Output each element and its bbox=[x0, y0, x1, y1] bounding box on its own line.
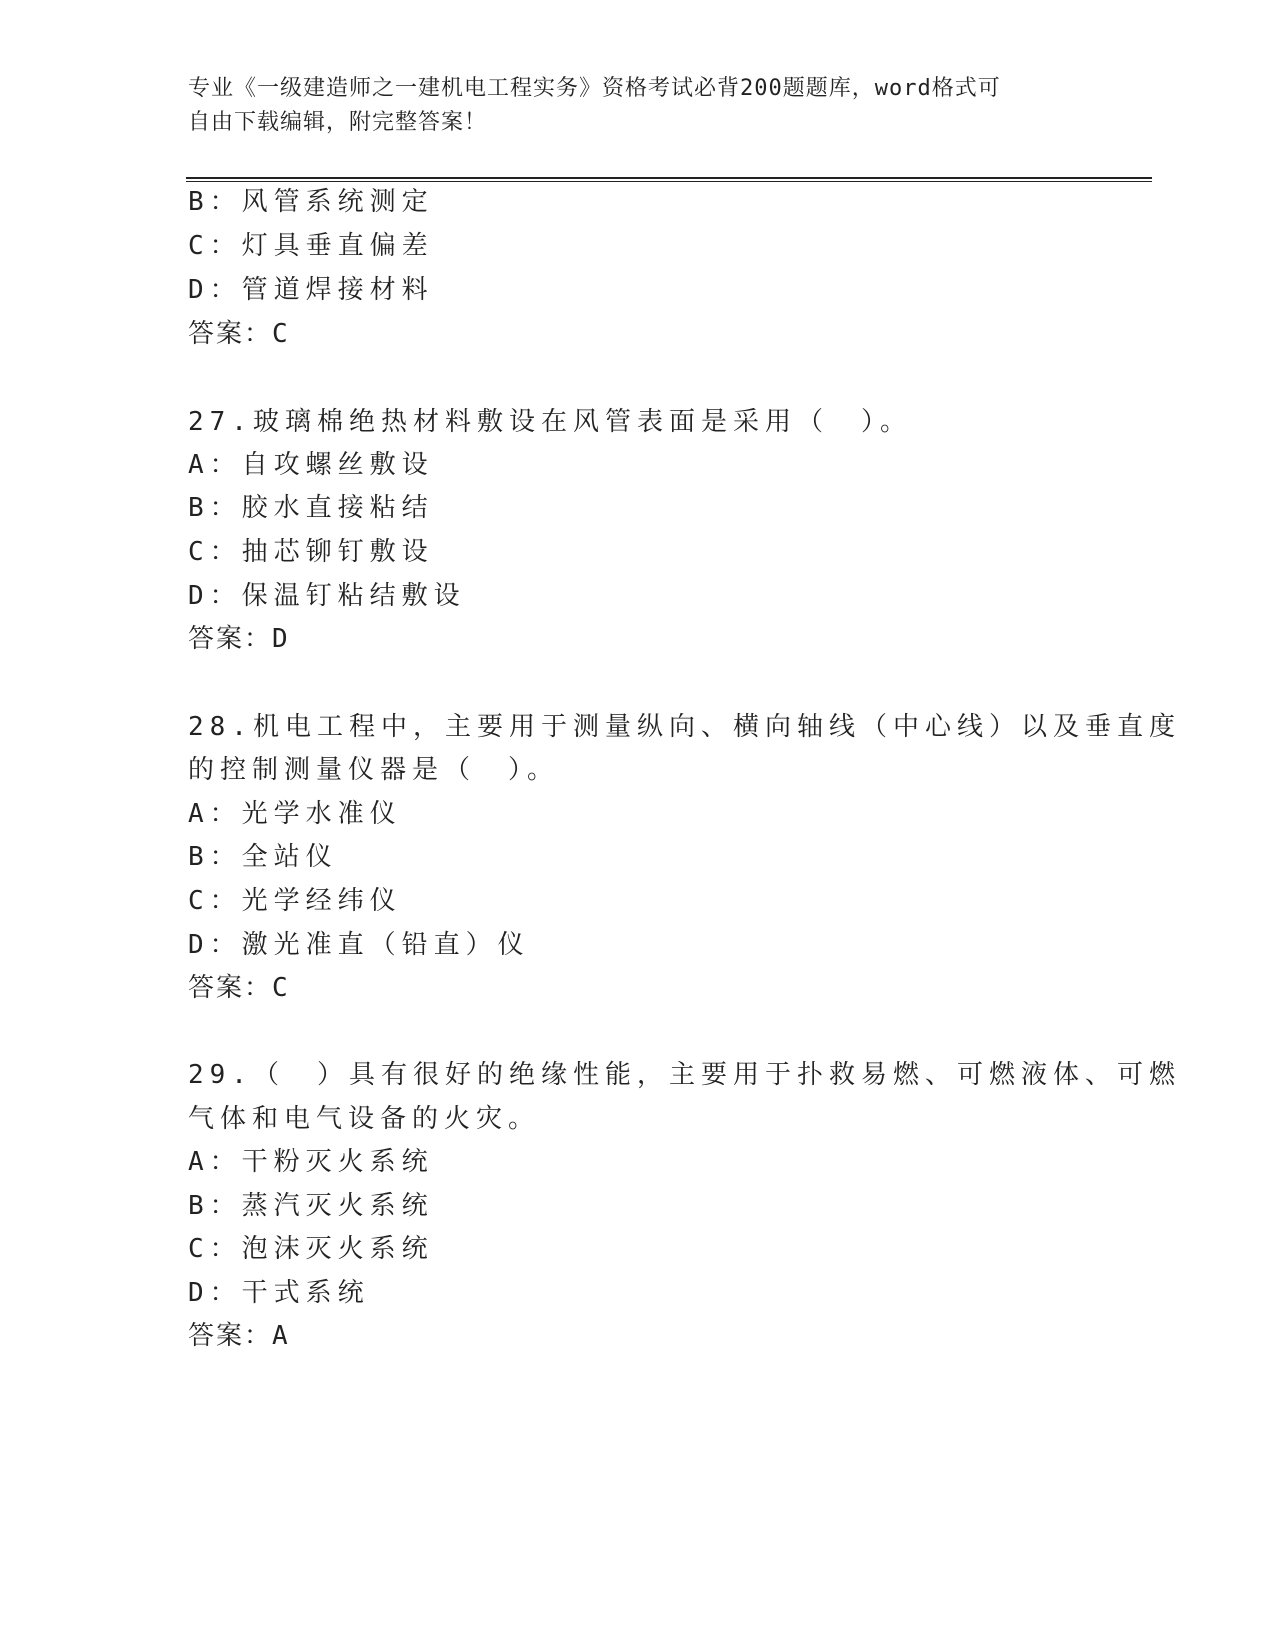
q28-option-d: D：激光准直（铅直）仪 bbox=[188, 930, 530, 960]
q29-answer: 答案：A bbox=[188, 1321, 290, 1351]
q26-option-b: B：风管系统测定 bbox=[188, 187, 434, 217]
q29-option-a: A：干粉灭火系统 bbox=[188, 1147, 434, 1177]
q26-option-d: D：管道焊接材料 bbox=[188, 275, 434, 305]
q29-question-line-2: 气体和电气设备的火灾。 bbox=[188, 1104, 541, 1134]
document-header bbox=[188, 72, 1068, 140]
q27-answer: 答案：D bbox=[188, 624, 290, 654]
q27-option-b: B：胶水直接粘结 bbox=[188, 493, 434, 523]
q28-option-c: C：光学经纬仪 bbox=[188, 886, 402, 916]
q27-option-c: C：抽芯铆钉敷设 bbox=[188, 537, 434, 567]
q29-option-b: B：蒸汽灭火系统 bbox=[188, 1191, 434, 1221]
q28-option-b: B：全站仪 bbox=[188, 842, 338, 872]
q28-answer: 答案：C bbox=[188, 973, 290, 1003]
header-line-2: 自由下载编辑，附完整答案！ bbox=[188, 110, 488, 135]
q29-option-d: D：干式系统 bbox=[188, 1278, 370, 1308]
header-divider bbox=[186, 177, 1152, 182]
q29-question-line-1: 29.（ ）具有很好的绝缘性能，主要用于扑救易燃、可燃液体、可燃 bbox=[188, 1060, 1181, 1090]
q28-question-line-2: 的控制测量仪器是（ ）。 bbox=[188, 755, 560, 785]
q28-question-line-1: 28.机电工程中，主要用于测量纵向、横向轴线（中心线）以及垂直度 bbox=[188, 712, 1181, 742]
header-line-1: 专业《一级建造师之一建机电工程实务》资格考试必背200题题库，word格式可 bbox=[188, 76, 1001, 101]
q27-option-a: A：自攻螺丝敷设 bbox=[188, 450, 434, 480]
q29-option-c: C：泡沫灭火系统 bbox=[188, 1234, 434, 1264]
q28-option-a: A：光学水准仪 bbox=[188, 799, 402, 829]
q26-answer: 答案：C bbox=[188, 319, 290, 349]
q26-option-c: C：灯具垂直偏差 bbox=[188, 231, 434, 261]
q27-option-d: D：保温钉粘结敷设 bbox=[188, 581, 466, 611]
q27-question: 27.玻璃棉绝热材料敷设在风管表面是采用（ ）。 bbox=[188, 407, 912, 437]
